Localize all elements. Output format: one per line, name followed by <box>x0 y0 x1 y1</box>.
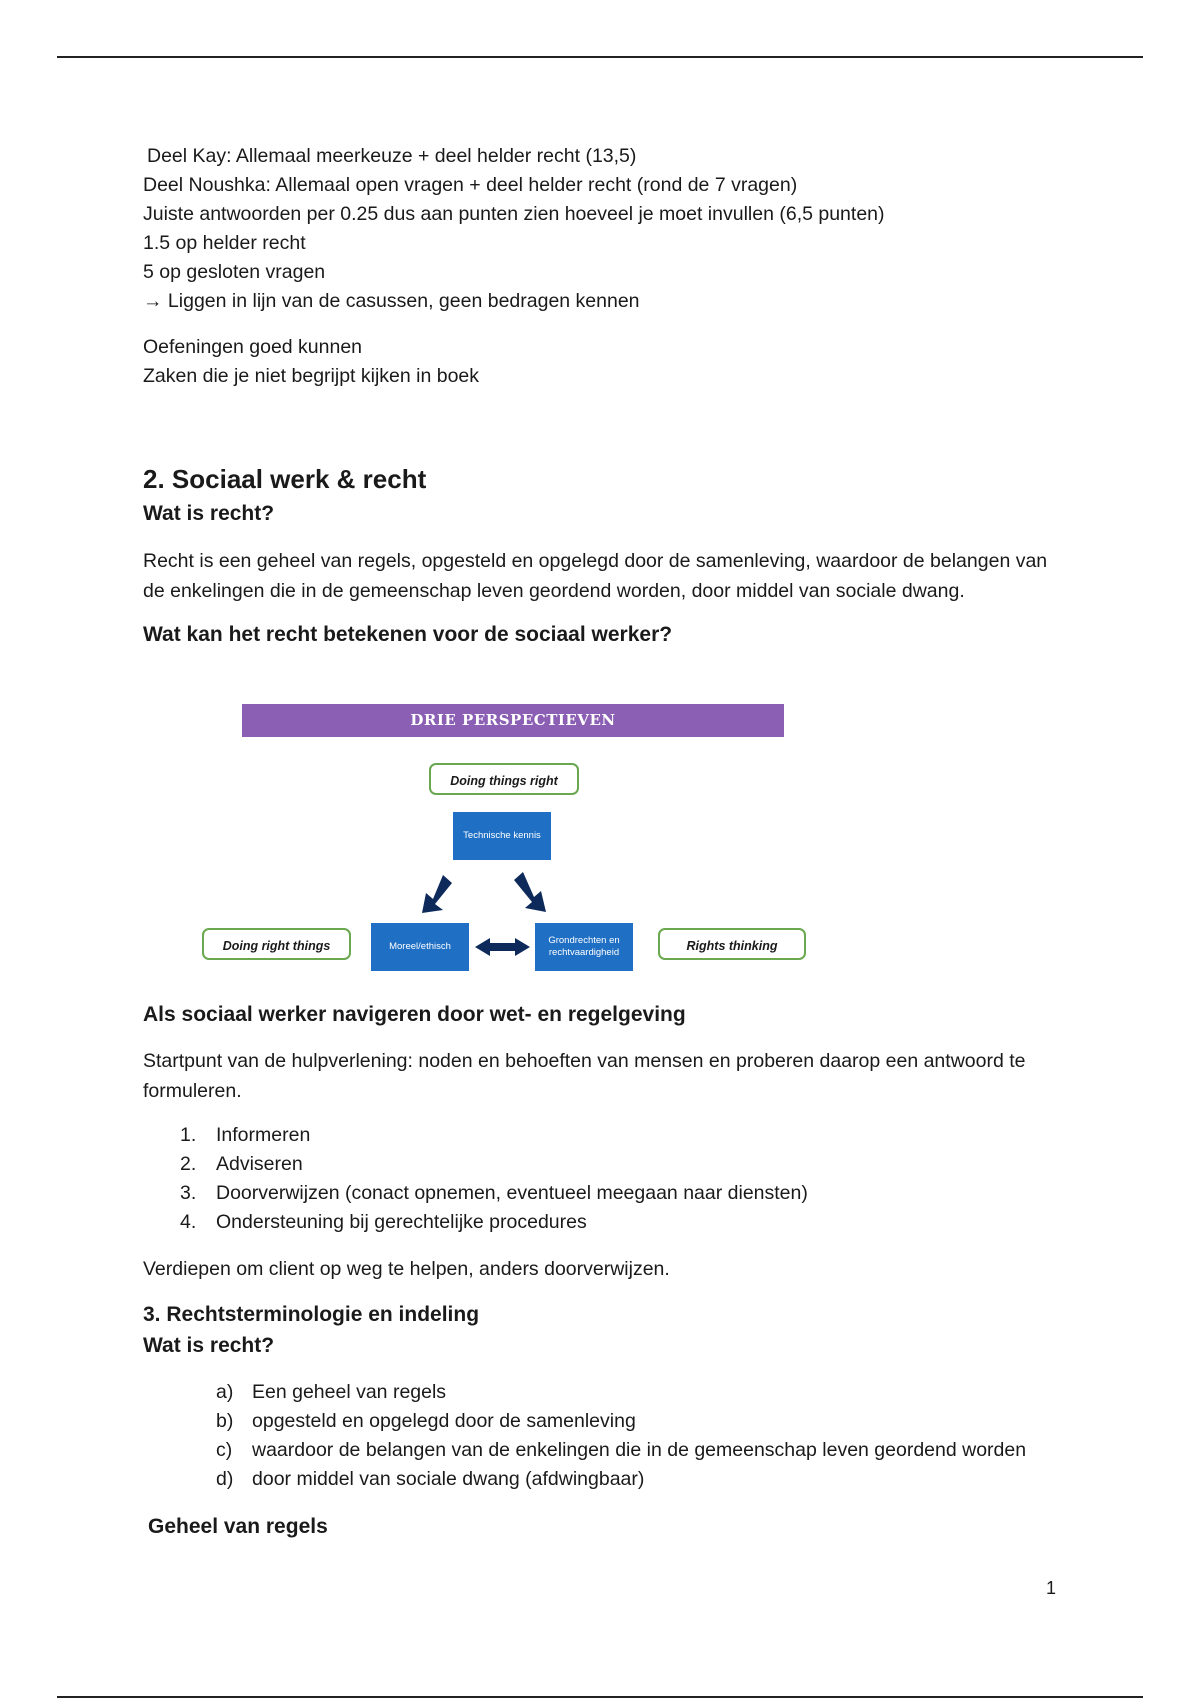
list-item: b) opgesteld en opgelegd door de samenleving <box>216 1410 636 1432</box>
list-item: 4. Ondersteuning bij gerechtelijke procedures <box>180 1211 587 1233</box>
list-item: c) waardoor de belangen van de enkelingen die in de gemeenschap leven geordend worden <box>216 1439 1027 1461</box>
subheading-geheel-van-regels: Geheel van regels <box>148 1515 328 1538</box>
top-rule <box>57 56 1143 58</box>
intro-line: → Liggen in lijn van de casussen, geen bedragen kennen <box>143 290 640 312</box>
list-item: 3. Doorverwijzen (conact opnemen, eventueel meegaan naar diensten) <box>180 1182 808 1204</box>
section-2-question: Wat is recht? <box>143 502 275 525</box>
pill-rights-thinking: Rights thinking <box>658 928 806 960</box>
list-item: a) Een geheel van regels <box>216 1381 447 1403</box>
list-item: d) door middel van sociale dwang (afdwingbaar) <box>216 1468 645 1490</box>
intro-line: 1.5 op helder recht <box>143 232 306 254</box>
diagram-banner: DRIE PERSPECTIEVEN <box>242 704 784 737</box>
box-moreel-ethisch: Moreel/ethisch <box>371 923 469 971</box>
drie-perspectieven-diagram <box>200 700 820 980</box>
section-3-title: 3. Rechtsterminologie en indeling <box>143 1303 480 1326</box>
navigate-after: Verdiepen om client op weg te helpen, anders doorverwijzen. <box>143 1258 670 1280</box>
intro-line: Deel Kay: Allemaal meerkeuze + deel helder recht (13,5) <box>147 145 637 167</box>
pill-doing-things-right: Doing things right <box>429 763 579 795</box>
intro-line: 5 op gesloten vragen <box>143 261 326 283</box>
arrow-up-right <box>514 872 546 912</box>
pill-doing-right-things: Doing right things <box>202 928 351 960</box>
box-technische-kennis: Technische kennis <box>453 812 551 860</box>
section-2-title: 2. Sociaal werk & recht <box>143 464 427 494</box>
list-item: 1. Informeren <box>180 1124 311 1146</box>
navigate-paragraph: Startpunt van de hulpverlening: noden en behoeften van mensen en proberen daarop een antwoord te formuleren. <box>143 1050 1026 1102</box>
page-number: 1 <box>1046 1578 1057 1598</box>
list-item: 2. Adviseren <box>180 1153 303 1175</box>
definition-paragraph: Recht is een geheel van regels, opgesteld en opgelegd door de samenleving, waardoor de belangen van de enkelingen die in de gemeenschap leven geordend worden, door middel van sociale dwang. <box>143 550 1048 602</box>
arrow-up-left <box>422 875 452 913</box>
intro-line: Juiste antwoorden per 0.25 dus aan punten zien hoeveel je moet invullen (6,5 punten) <box>143 203 885 225</box>
bottom-rule <box>57 1696 1143 1698</box>
section-3-question: Wat is recht? <box>143 1334 275 1357</box>
arrow-double-horizontal <box>475 938 530 956</box>
navigate-title: Als sociaal werker navigeren door wet- en regelgeving <box>143 1003 686 1026</box>
intro-line: Deel Noushka: Allemaal open vragen + deel helder recht (rond de 7 vragen) <box>143 174 798 196</box>
intro-line: Oefeningen goed kunnen <box>143 336 363 358</box>
intro-line: Zaken die je niet begrijpt kijken in boek <box>143 365 480 387</box>
box-grondrechten: Grondrechten en rechtvaardigheid <box>535 923 633 971</box>
section-2-question-2: Wat kan het recht betekenen voor de sociaal werker? <box>143 623 673 646</box>
